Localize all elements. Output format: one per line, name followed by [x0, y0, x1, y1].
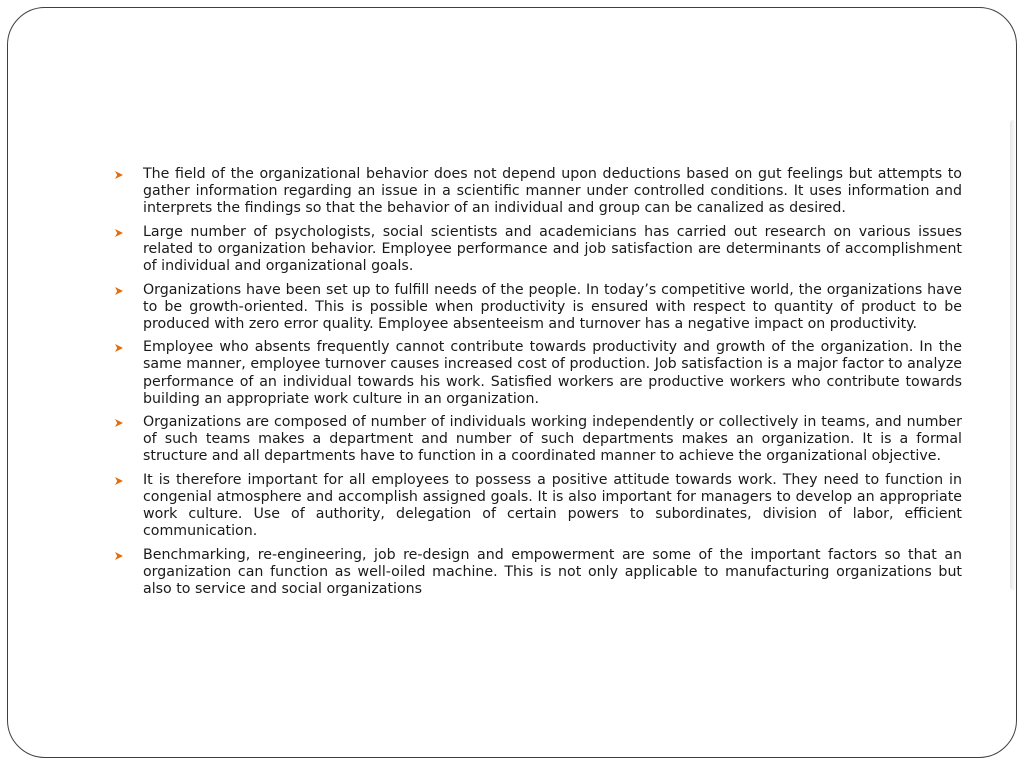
bullet-item: [112, 414, 962, 465]
arrowhead-bullet-icon: [114, 170, 124, 180]
bullet-item: [112, 224, 962, 275]
arrowhead-bullet-icon: [114, 418, 124, 428]
bullet-text: It is therefore important for all employees to possess a positive attitude towards work. They need to function in congenial atmosphere and accomplish assigned goals. It is also important for managers to develop an appropriate work culture. Use of authority, delegation of certain powers to subordinates, division of labor, efficient communication.: [143, 472, 962, 540]
bullet-item: [112, 472, 962, 540]
bullet-list: [112, 166, 962, 598]
arrowhead-bullet-icon: [114, 476, 124, 486]
bullet-item: [112, 339, 962, 407]
bullet-item: [112, 166, 962, 217]
bullet-text: Employee who absents frequently cannot contribute towards productivity and growth of the organization. In the same manner, employee turnover causes increased cost of production. Job satisfaction is a major factor to analyze performance of an individual towards his work. Satisfied workers are productive workers who contribute towards building an appropriate work culture in an organization.: [143, 339, 962, 407]
bullet-item: [112, 282, 962, 333]
bullet-text: Large number of psychologists, social scientists and academicians has carried out research on various issues related to organization behavior. Employee performance and job satisfaction are determinants of accomplishment of individual and organizational goals.: [143, 223, 962, 274]
arrowhead-bullet-icon: [114, 286, 124, 296]
arrowhead-bullet-icon: [114, 228, 124, 238]
bullet-text: Benchmarking, re-engineering, job re-design and empowerment are some of the important factors so that an organization can function as well-oiled machine. This is not only applicable to manufacturing organizations but also to service and social organizations: [143, 546, 962, 598]
arrowhead-bullet-icon: [114, 343, 124, 353]
bullet-text: The field of the organizational behavior does not depend upon deductions based on gut feelings but attempts to gather information regarding an issue in a scientific manner under controlled conditions. It uses information and interprets the findings so that the behavior of an individual and group can be canalized as desired.: [143, 166, 962, 217]
arrowhead-bullet-icon: [114, 551, 124, 561]
frame-shadow: [1010, 120, 1016, 590]
bullet-text: Organizations are composed of number of individuals working independently or collectively in teams, and number of such teams makes a department and number of such departments makes an organization. It is a formal structure and all departments have to function in a coordinated manner to achieve the organizational objective.: [143, 414, 962, 465]
bullet-item: [112, 547, 962, 598]
bullet-text: Organizations have been set up to fulfill needs of the people. In today’s competitive world, the organizations have to be growth-oriented. This is possible when productivity is ensured with respect to quantity of product to be produced with zero error quality. Employee absenteeism and turnover has a negative impact on productivity.: [143, 281, 962, 332]
slide-body: [112, 166, 962, 605]
